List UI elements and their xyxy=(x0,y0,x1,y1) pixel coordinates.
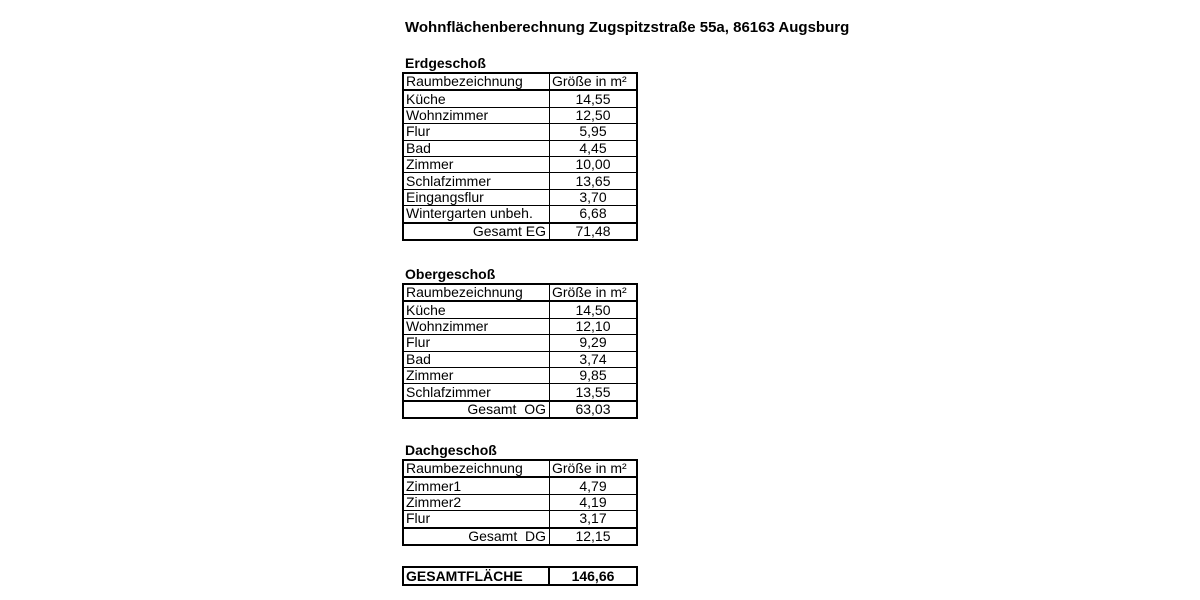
table-header-row xyxy=(403,284,637,301)
grand-total-table xyxy=(402,566,638,586)
room-size-cell: 12,50 xyxy=(550,107,638,123)
room-size-cell: 3,74 xyxy=(550,351,638,367)
room-size-cell: 14,50 xyxy=(550,301,638,318)
room-size-cell: 14,55 xyxy=(550,90,638,107)
total-value: 71,48 xyxy=(550,223,638,240)
room-name-cell: Schlafzimmer xyxy=(403,384,550,401)
table-header-row xyxy=(403,460,637,477)
table-row xyxy=(403,107,637,123)
room-size-cell: 6,68 xyxy=(550,206,638,223)
room-name-cell: Wohnzimmer xyxy=(403,318,550,334)
total-value: 12,15 xyxy=(550,528,638,545)
total-value: 63,03 xyxy=(550,401,638,418)
room-name-cell: Küche xyxy=(403,90,550,107)
room-name-cell: Zimmer xyxy=(403,367,550,383)
room-name-cell: Küche xyxy=(403,301,550,318)
table-row xyxy=(403,477,637,494)
section-heading-obergeschoss: Obergeschoß xyxy=(405,266,496,282)
table-row xyxy=(403,494,637,510)
grand-total-value: 146,66 xyxy=(571,567,615,584)
table-row xyxy=(403,351,637,367)
total-label: Gesamt OG xyxy=(403,401,550,418)
room-name-cell: Schlafzimmer xyxy=(403,173,550,189)
room-size-cell: 3,17 xyxy=(550,511,638,528)
room-name-cell: Flur xyxy=(403,335,550,351)
room-size-cell: 9,85 xyxy=(550,367,638,383)
total-label: Gesamt EG xyxy=(403,223,550,240)
room-size-cell: 5,95 xyxy=(550,124,638,140)
table-row xyxy=(403,384,637,401)
table-total-row xyxy=(403,223,637,240)
table-row xyxy=(403,301,637,318)
table-row xyxy=(403,511,637,528)
section-heading-erdgeschoss: Erdgeschoß xyxy=(405,55,486,71)
table-row xyxy=(403,335,637,351)
table-row xyxy=(403,90,637,107)
room-size-cell: 3,70 xyxy=(550,189,638,205)
section-heading-dachgeschoss: Dachgeschoß xyxy=(405,442,497,458)
room-name-cell: Wohnzimmer xyxy=(403,107,550,123)
table-row xyxy=(403,173,637,189)
room-name-cell: Flur xyxy=(403,124,550,140)
table-row xyxy=(403,156,637,172)
table-row xyxy=(403,140,637,156)
grand-total-label: GESAMTFLÄCHE xyxy=(403,567,549,585)
room-name-cell: Zimmer2 xyxy=(403,494,550,510)
column-header-size: Größe in m² xyxy=(550,284,638,301)
table-header-row xyxy=(403,73,637,90)
room-size-cell: 9,29 xyxy=(550,335,638,351)
area-table-dachgeschoss xyxy=(402,459,638,546)
column-header-size: Größe in m² xyxy=(550,460,638,477)
table-row xyxy=(403,124,637,140)
room-name-cell: Bad xyxy=(403,140,550,156)
table-row xyxy=(403,318,637,334)
room-name-cell: Zimmer xyxy=(403,156,550,172)
column-header-room: Raumbezeichnung xyxy=(403,73,550,90)
grand-total-row xyxy=(403,567,637,585)
room-name-cell: Eingangsflur xyxy=(403,189,550,205)
room-size-cell: 13,65 xyxy=(550,173,638,189)
room-size-cell: 12,10 xyxy=(550,318,638,334)
room-size-cell: 4,19 xyxy=(550,494,638,510)
room-name-cell: Flur xyxy=(403,511,550,528)
room-name-cell: Wintergarten unbeh. xyxy=(403,206,550,223)
room-size-cell: 4,79 xyxy=(550,477,638,494)
table-row xyxy=(403,367,637,383)
table-total-row xyxy=(403,401,637,418)
column-header-room: Raumbezeichnung xyxy=(403,460,550,477)
area-table-erdgeschoss xyxy=(402,72,638,241)
room-size-cell: 4,45 xyxy=(550,140,638,156)
column-header-size: Größe in m² xyxy=(550,73,638,90)
page-title: Wohnflächenberechnung Zugspitzstraße 55a, 86163 Augsburg xyxy=(405,19,850,36)
total-label: Gesamt DG xyxy=(403,528,550,545)
table-row xyxy=(403,189,637,205)
table-row xyxy=(403,206,637,223)
table-total-row xyxy=(403,528,637,545)
room-size-cell: 13,55 xyxy=(550,384,638,401)
column-header-room: Raumbezeichnung xyxy=(403,284,550,301)
room-size-cell: 10,00 xyxy=(550,156,638,172)
area-table-obergeschoss xyxy=(402,283,638,419)
room-name-cell: Zimmer1 xyxy=(403,477,550,494)
room-name-cell: Bad xyxy=(403,351,550,367)
